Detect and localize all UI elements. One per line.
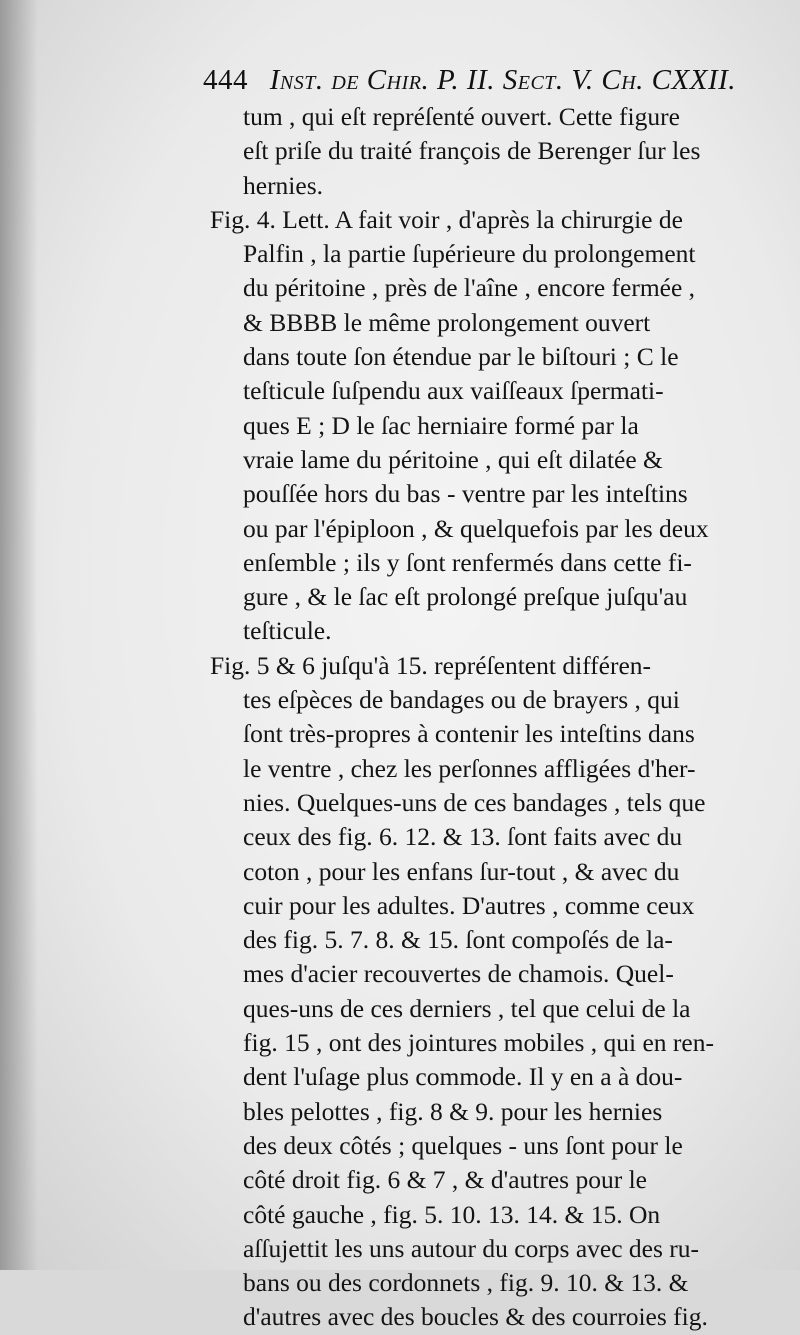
text-line-content: vraie lame du péritoine , qui eſt dilatée & — [243, 444, 663, 474]
text-line — [210, 820, 770, 854]
text-line — [210, 752, 770, 786]
text-line — [210, 1266, 770, 1300]
text-line — [210, 1095, 770, 1129]
text-line — [210, 306, 770, 340]
text-line-content: bans ou des cordonnets , fig. 9. 10. & 13. & — [243, 1268, 689, 1298]
running-header — [203, 64, 763, 104]
text-line-content: gure , & le ſac eſt prolongé preſque juſqu'au — [243, 582, 688, 612]
text-line-content: ques E ; D le ſac herniaire formé par la — [243, 410, 639, 440]
text-line-content: tum , qui eſt repréſenté ouvert. Cette figure — [243, 102, 680, 131]
text-line-content: hernies. — [243, 170, 324, 200]
text-line-content: des fig. 5. 7. 8. & 15. ſont compoſés de la- — [243, 925, 673, 955]
text-line-content: d'autres avec des boucles & des courroies fig. — [243, 1302, 708, 1332]
text-line — [210, 169, 770, 203]
text-line-content: le ventre , chez les perſonnes affligées d'her- — [243, 753, 696, 783]
text-line — [210, 889, 770, 923]
text-line-content: coton , pour les enfans ſur-tout , & avec du — [243, 856, 680, 886]
text-line — [210, 717, 770, 751]
page-edge-shadow — [0, 0, 38, 1270]
text-line — [210, 992, 770, 1026]
text-line-content: des deux côtés ; quelques - uns ſont pour le — [243, 1130, 683, 1160]
text-line — [210, 1198, 770, 1232]
text-line — [210, 1300, 770, 1334]
text-line — [210, 786, 770, 820]
text-line — [210, 957, 770, 991]
body-text — [210, 100, 770, 1335]
text-line — [210, 580, 770, 614]
text-line-content: du péritoine , près de l'aîne , encore fermée , — [243, 273, 696, 303]
text-line — [210, 923, 770, 957]
text-line — [210, 546, 770, 580]
text-line-content: ceux des fig. 6. 12. & 13. ſont faits avec du — [243, 822, 683, 852]
text-line — [210, 271, 770, 305]
text-line-content: côté droit fig. 6 & 7 , & d'autres pour le — [243, 1165, 648, 1195]
text-line-content: aſſujettit les uns autour du corps avec des ru- — [243, 1233, 700, 1263]
text-line-content: & BBBB le même prolongement ouvert — [243, 307, 651, 337]
running-head: Inst. de Chir. P. II. Sect. V. Ch. CXXII. — [269, 64, 737, 96]
text-line — [210, 374, 770, 408]
text-line-content: eſt priſe du traité françois de Berenger ſur les — [243, 136, 701, 166]
text-line-content: enſemble ; ils y ſont renfermés dans cette fi- — [243, 547, 692, 577]
text-line-content: dent l'uſage plus commode. Il y en a à dou- — [243, 1062, 683, 1092]
text-line-content: ques-uns de ces derniers , tel que celui de la — [243, 993, 691, 1023]
text-line — [210, 100, 770, 134]
text-line — [210, 477, 770, 511]
text-line — [210, 855, 770, 889]
text-line — [210, 340, 770, 374]
text-line-content: mes d'acier recouvertes de chamois. Quel- — [243, 959, 674, 989]
text-line-content: teſticule ſuſpendu aux vaiſſeaux ſpermati- — [243, 376, 664, 406]
text-line — [210, 512, 770, 546]
text-line-content: Fig. 4. Lett. A fait voir , d'après la chirurgie de — [210, 204, 683, 234]
text-line — [210, 1060, 770, 1094]
text-line-content: bles pelottes , fig. 8 & 9. pour les hernies — [243, 1096, 663, 1126]
text-line-content: tes eſpèces de bandages ou de brayers , qui — [243, 685, 680, 715]
text-line — [210, 1232, 770, 1266]
text-line-content: teſticule. — [243, 616, 332, 646]
text-line — [210, 409, 770, 443]
text-line — [210, 203, 770, 237]
text-line — [210, 237, 770, 271]
text-line-content: cuir pour les adultes. D'autres , comme ceux — [243, 890, 695, 920]
text-line — [210, 683, 770, 717]
text-line — [210, 1026, 770, 1060]
text-line — [210, 1129, 770, 1163]
text-line — [210, 1163, 770, 1197]
text-line-content: Palfin , la partie ſupérieure du prolongement — [243, 239, 696, 269]
page-number: 444 — [203, 64, 248, 96]
text-line — [210, 649, 770, 683]
text-line — [210, 614, 770, 648]
text-line-content: ſont très-propres à contenir les inteſtins dans — [243, 719, 695, 749]
text-line-content: Fig. 5 & 6 juſqu'à 15. repréſentent différen- — [210, 650, 652, 680]
text-line-content: côté gauche , fig. 5. 10. 13. 14. & 15. On — [243, 1199, 661, 1229]
text-line-content: fig. 15 , ont des jointures mobiles , qui en ren- — [243, 1028, 714, 1058]
text-line-content: dans toute ſon étendue par le biſtouri ; C le — [243, 342, 679, 372]
text-line-content: pouſſée hors du bas - ventre par les inteſtins — [243, 479, 688, 509]
text-line — [210, 443, 770, 477]
text-line — [210, 134, 770, 168]
text-line-content: nies. Quelques-uns de ces bandages , tels que — [243, 787, 706, 817]
text-line-content: ou par l'épiploon , & quelquefois par les deux — [243, 513, 709, 543]
